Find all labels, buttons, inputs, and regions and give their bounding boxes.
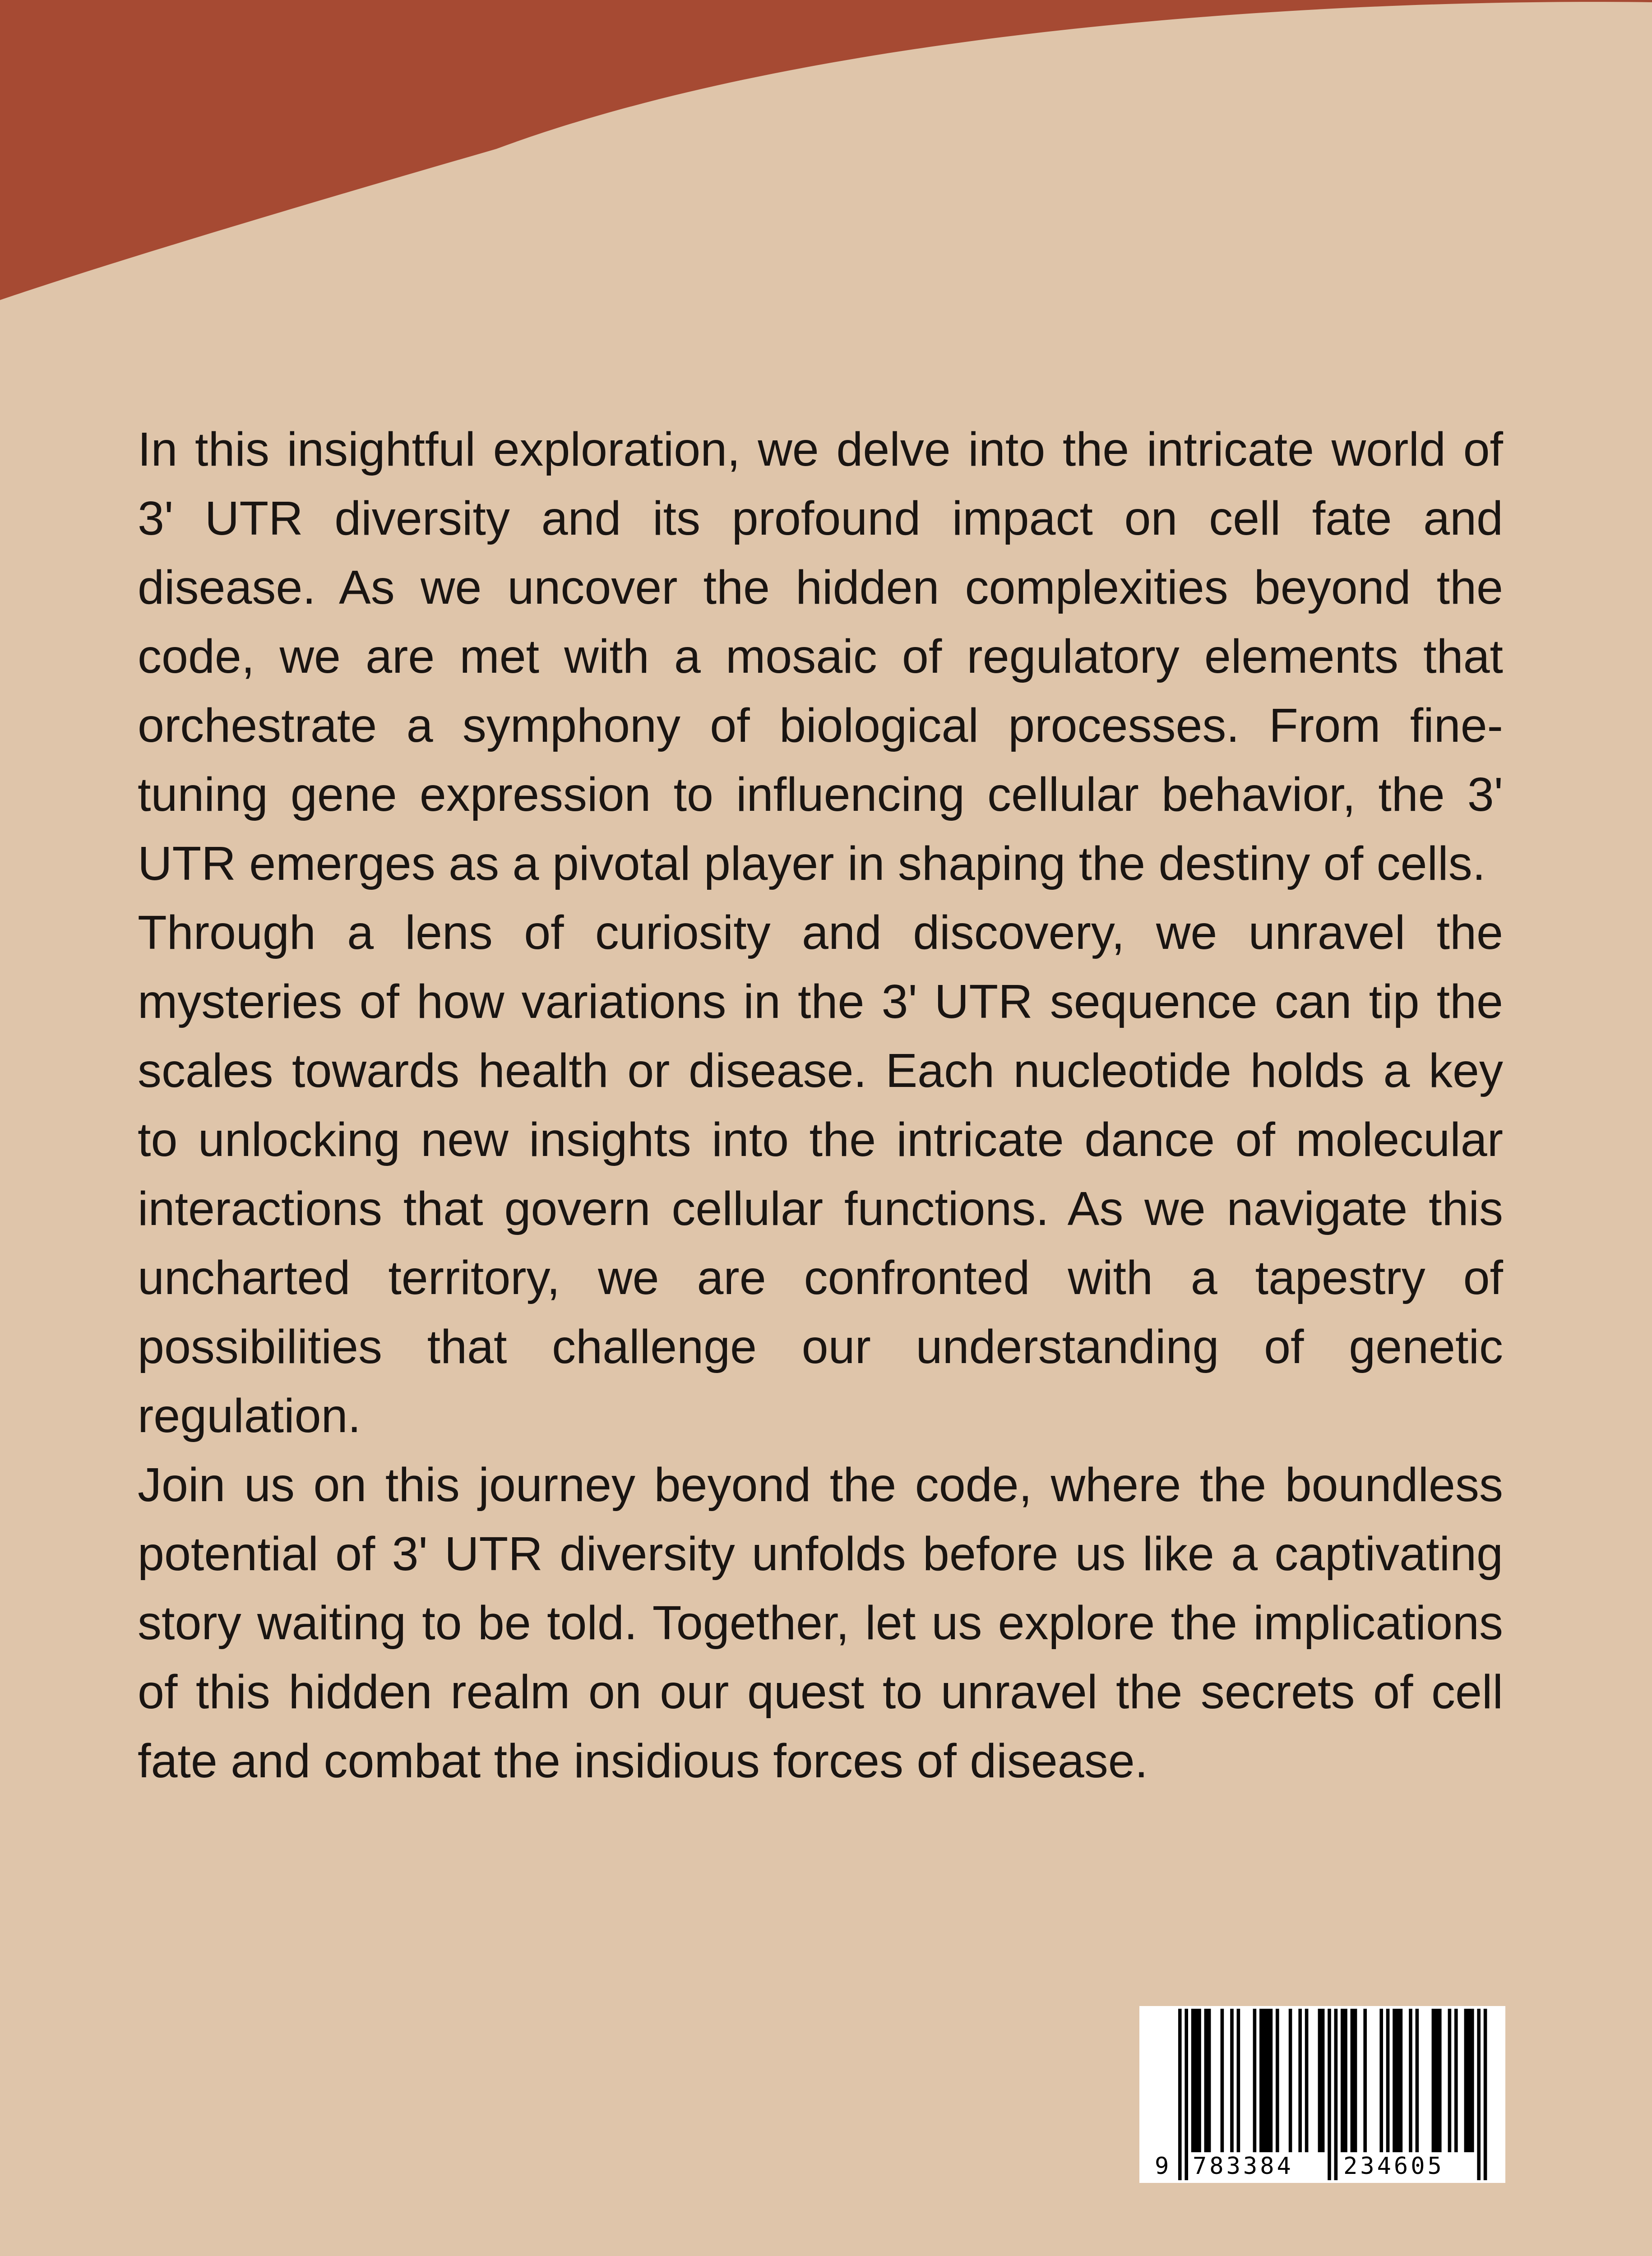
barcode-bar: [1341, 2009, 1344, 2152]
barcode-left-group: 783384: [1193, 2153, 1294, 2180]
barcode-right-group: 234605: [1343, 2153, 1444, 2180]
cover-blurb: [138, 415, 1503, 1796]
barcode-bar: [1230, 2009, 1234, 2152]
decorative-swoosh: [0, 0, 1652, 316]
blurb-paragraph: Through a lens of curiosity and discovery, we unravel the mysteries of how variations in the 3' UTR sequence can tip the scales towards health or disease. Each nucleotide holds a key to unlocking new insights into the intricate dance of molecular interactions that govern cellular functions. As we navigate this uncharted territory, we are confronted with a tapestry of possibilities that challenge our understanding of genetic regulation.: [138, 906, 1503, 1442]
barcode-bar: [1386, 2009, 1390, 2152]
barcode-bar: [1191, 2009, 1195, 2152]
barcode-bar: [1321, 2009, 1325, 2152]
barcode-bar: [1344, 2009, 1347, 2152]
barcode-bar: [1471, 2009, 1474, 2152]
barcode-bar: [1467, 2009, 1471, 2152]
barcode-bar: [1305, 2009, 1309, 2152]
barcode-bar: [1438, 2009, 1442, 2152]
swoosh-shape: [0, 0, 1652, 300]
barcode-bar: [1363, 2009, 1367, 2152]
barcode-bar: [1416, 2009, 1419, 2152]
barcode-bar: [1194, 2009, 1198, 2152]
barcode-bar: [1276, 2009, 1279, 2152]
barcode-bar: [1318, 2009, 1322, 2152]
barcode-bar: [1266, 2009, 1269, 2152]
barcode-bar: [1237, 2009, 1240, 2152]
barcode-bar: [1269, 2009, 1273, 2152]
barcode-bar: [1379, 2009, 1383, 2152]
barcode-bar: [1221, 2009, 1224, 2152]
barcode-bar: [1198, 2009, 1201, 2152]
barcode-bar: [1454, 2009, 1458, 2152]
barcode-bar: [1204, 2009, 1208, 2152]
barcode-bar: [1409, 2009, 1412, 2152]
barcode-bar: [1464, 2009, 1468, 2152]
barcode-bar: [1435, 2009, 1439, 2152]
barcode-bar: [1298, 2009, 1302, 2152]
barcode-digits: [1139, 2151, 1505, 2181]
barcode-bar: [1354, 2009, 1357, 2152]
barcode-bar: [1448, 2009, 1452, 2152]
barcode-first-digit: 9: [1155, 2153, 1169, 2180]
barcode-bar: [1396, 2009, 1399, 2152]
barcode-bar: [1259, 2009, 1263, 2152]
barcode-bar: [1263, 2009, 1266, 2152]
isbn-barcode: [1139, 2006, 1505, 2183]
blurb-paragraph: Join us on this journey beyond the code, where the boundless potential of 3' UTR diversity unfolds before us like a captivating story waiting to be told. Together, let us explore the implications of this hidden realm on our quest to unravel the secrets of cell fate and combat the insidious forces of disease.: [138, 1458, 1503, 1788]
barcode-bar: [1432, 2009, 1435, 2152]
barcode-bar: [1253, 2009, 1257, 2152]
blurb-paragraph: In this insightful exploration, we delve into the intricate world of 3' UTR diversity and its profound impact on cell fate and disease. As we uncover the hidden complexities beyond the code, we are met with a mosaic of regulatory elements that orchestrate a symphony of biological processes. From fine-tuning gene expression to influencing cellular behavior, the 3' UTR emerges as a pivotal player in shaping the destiny of cells.: [138, 423, 1503, 890]
barcode-bar: [1393, 2009, 1396, 2152]
barcode-bar: [1208, 2009, 1211, 2152]
barcode-bar: [1351, 2009, 1354, 2152]
barcode-bar: [1399, 2009, 1403, 2152]
barcode-bar: [1289, 2009, 1292, 2152]
